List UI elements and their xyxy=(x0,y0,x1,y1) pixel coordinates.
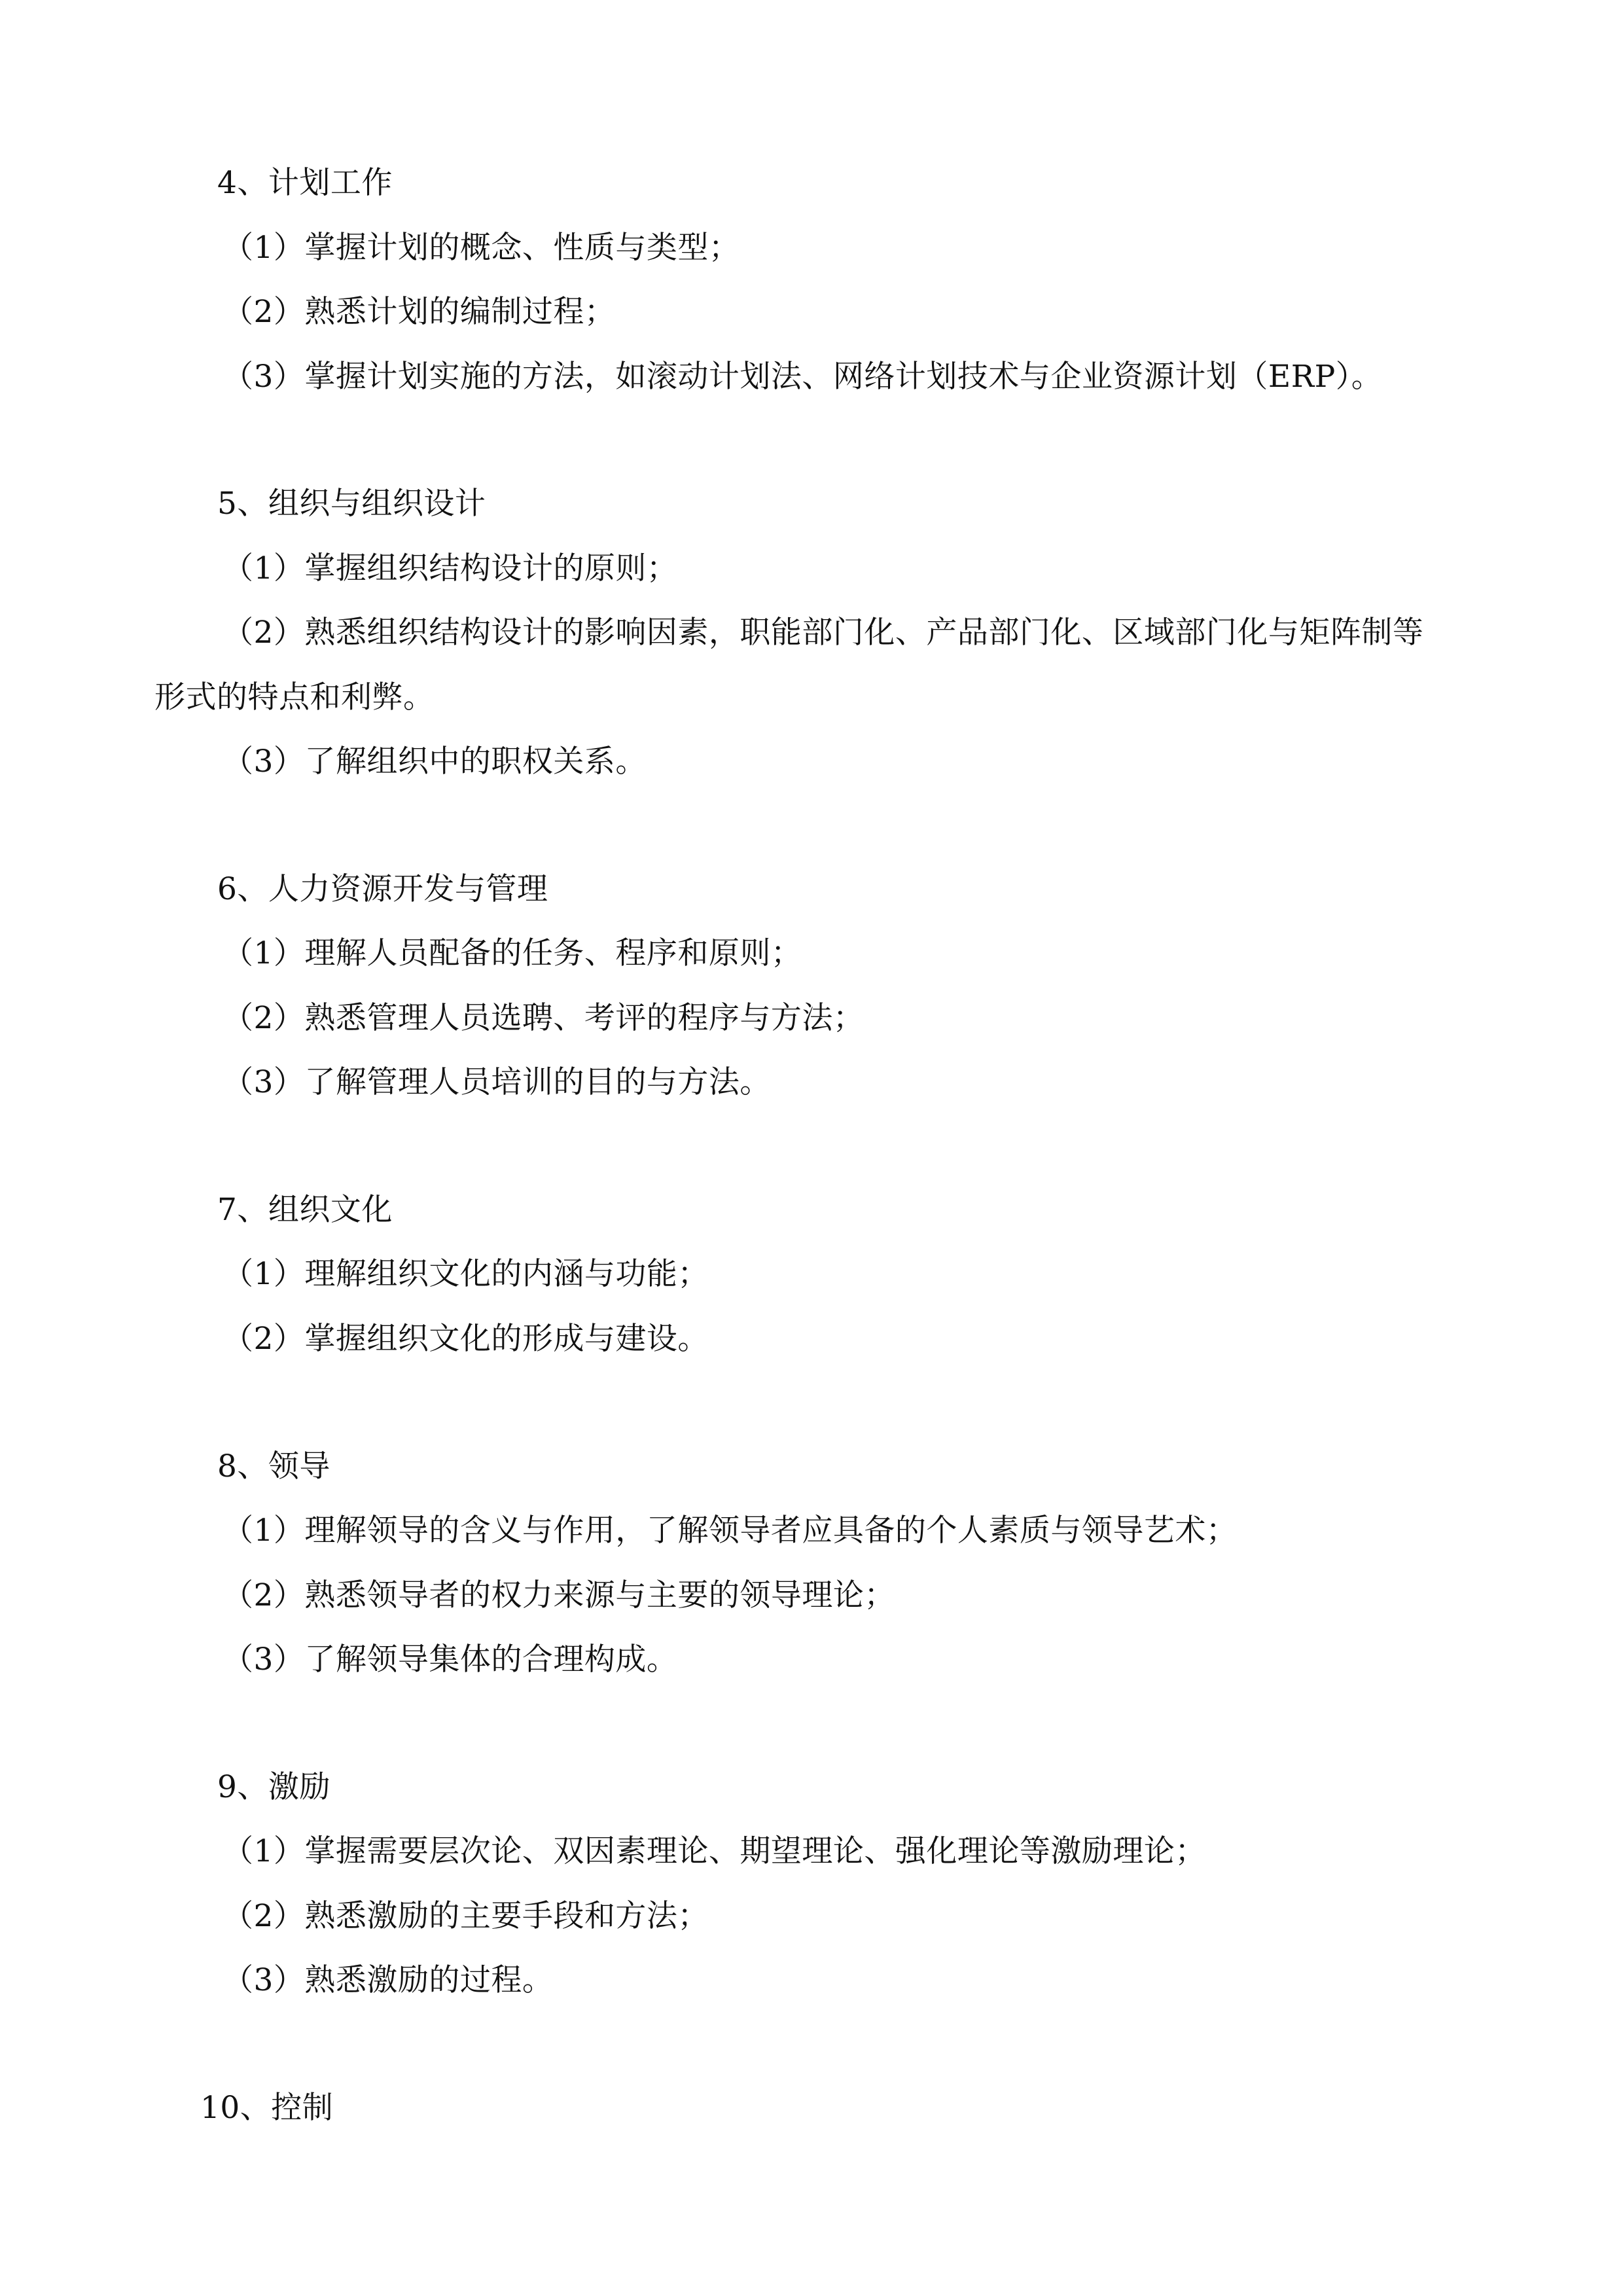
section-4-item-2: （2）熟悉计划的编制过程； xyxy=(223,294,616,330)
section-heading-9: 9、激励 xyxy=(217,1769,330,1805)
section-8-item-1: （1）理解领导的含义与作用，了解领导者应具备的个人素质与领导艺术； xyxy=(223,1513,1238,1549)
section-heading-4: 4、计划工作 xyxy=(217,165,393,201)
section-5-item-1: （1）掌握组织结构设计的原则； xyxy=(223,550,678,586)
section-4-item-3: （3）掌握计划实施的方法，如滚动计划法、网络计划技术与企业资源计划（ERP）。 xyxy=(223,359,1383,395)
section-8-item-3: （3）了解领导集体的合理构成。 xyxy=(223,1641,678,1677)
section-9-item-3: （3）熟悉激励的过程。 xyxy=(223,1962,554,1998)
section-5-item-2: （2）熟悉组织结构设计的影响因素，职能部门化、产品部门化、区域部门化与矩阵制等 xyxy=(223,615,1424,651)
section-9-item-1: （1）掌握需要层次论、双因素理论、期望理论、强化理论等激励理论； xyxy=(223,1833,1206,1869)
section-8-item-2: （2）熟悉领导者的权力来源与主要的领导理论； xyxy=(223,1577,895,1613)
section-4-item-1: （1）掌握计划的概念、性质与类型； xyxy=(223,230,740,266)
section-7-item-2: （2）掌握组织文化的形成与建设。 xyxy=(223,1321,709,1357)
section-heading-5: 5、组织与组织设计 xyxy=(217,486,486,522)
section-5-item-2-continuation: 形式的特点和利弊。 xyxy=(154,679,435,715)
section-6-item-2: （2）熟悉管理人员选聘、考评的程序与方法； xyxy=(223,1000,865,1036)
section-5-item-3: （3）了解组织中的职权关系。 xyxy=(223,744,647,780)
section-9-item-2: （2）熟悉激励的主要手段和方法； xyxy=(223,1898,709,1934)
section-7-item-1: （1）理解组织文化的内涵与功能； xyxy=(223,1256,709,1292)
section-6-item-3: （3）了解管理人员培训的目的与方法。 xyxy=(223,1064,771,1100)
section-6-item-1: （1）理解人员配备的任务、程序和原则； xyxy=(223,935,802,971)
section-heading-10: 10、控制 xyxy=(200,2090,334,2126)
section-heading-8: 8、领导 xyxy=(217,1448,330,1484)
section-heading-6: 6、人力资源开发与管理 xyxy=(217,871,548,907)
section-heading-7: 7、组织文化 xyxy=(217,1192,393,1228)
